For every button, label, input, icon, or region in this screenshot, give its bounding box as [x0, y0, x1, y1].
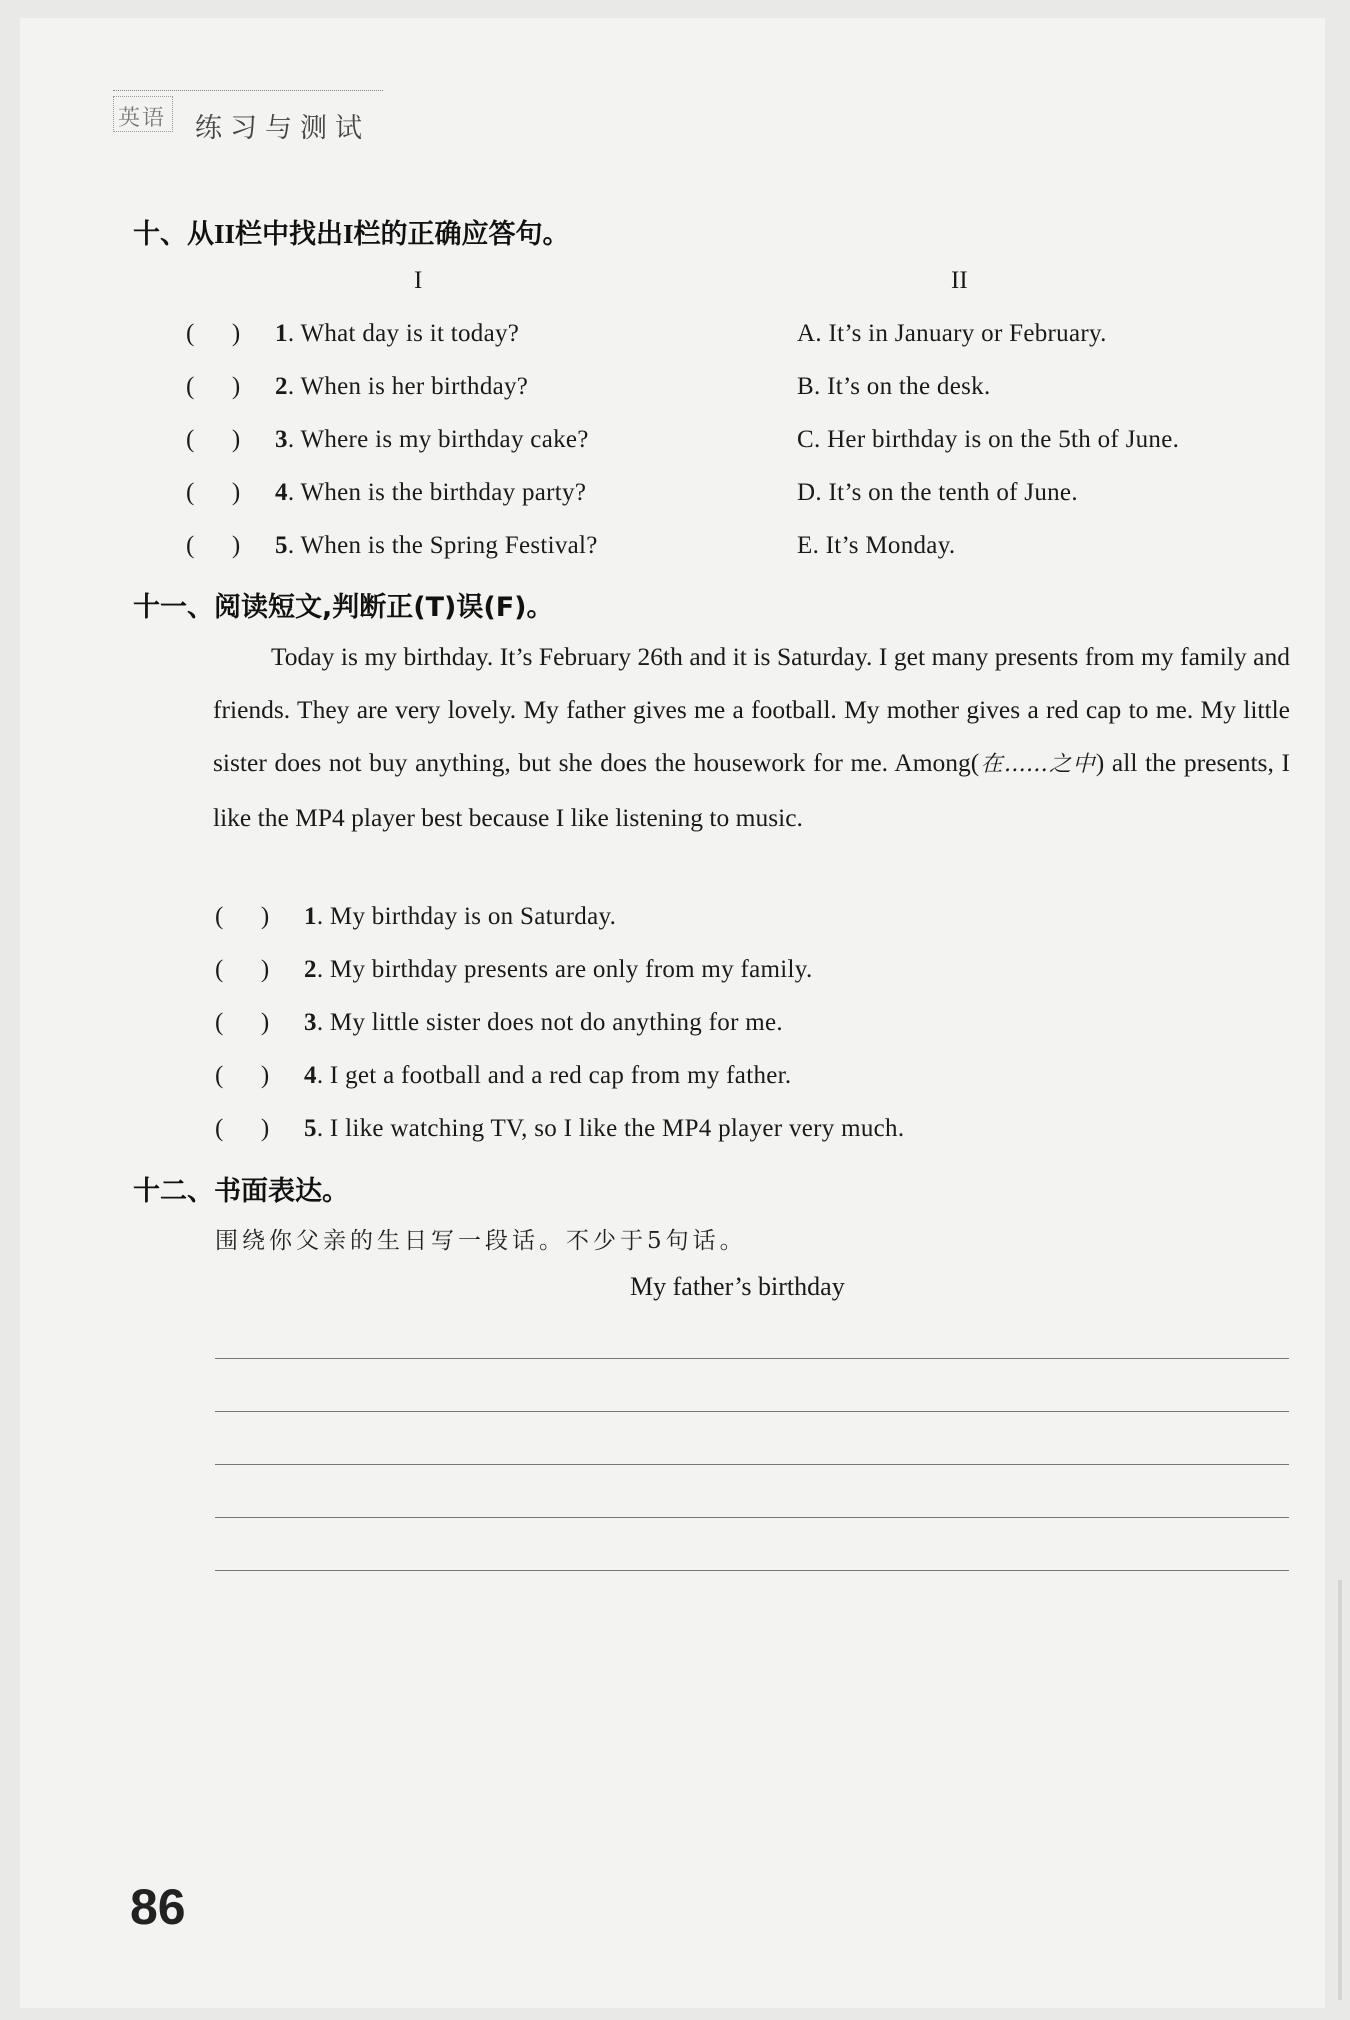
- answer-paren[interactable]: ( ): [186, 426, 241, 453]
- section-12-title: 十二、书面表达。: [133, 1176, 349, 1207]
- reading-passage: [213, 630, 1290, 844]
- section-10-title: [133, 212, 570, 251]
- statement-text: . I like watching TV, so I like the MP4 player very much.: [316, 1115, 905, 1142]
- answer-option: E. It’s Monday.: [797, 532, 956, 559]
- statement-number: 2: [304, 956, 317, 983]
- question-number: 1: [275, 320, 288, 347]
- page-edge-shadow: [1338, 1580, 1342, 2000]
- question-text: . When is the birthday party?: [287, 479, 587, 506]
- column-1-label: I: [414, 267, 423, 294]
- subject-label: 英语: [118, 106, 167, 131]
- question-text: . When is the Spring Festival?: [287, 532, 598, 559]
- statement-number: 4: [304, 1062, 317, 1089]
- statement-item: [304, 1115, 904, 1143]
- question-number: 3: [275, 426, 288, 453]
- writing-line[interactable]: [215, 1464, 1289, 1465]
- tf-paren[interactable]: ( ): [215, 1062, 270, 1089]
- answer-paren[interactable]: ( ): [186, 320, 241, 347]
- question-item: [275, 373, 528, 401]
- statement-item: [304, 903, 616, 931]
- answer-paren[interactable]: ( ): [186, 479, 241, 506]
- writing-line[interactable]: [215, 1517, 1289, 1518]
- statement-number: 3: [304, 1009, 317, 1036]
- question-item: [275, 532, 598, 560]
- statement-text: . My birthday presents are only from my family.: [316, 956, 813, 983]
- section-10-title-col2: II: [214, 219, 236, 249]
- answer-paren[interactable]: ( ): [186, 373, 241, 400]
- question-number: 2: [275, 373, 288, 400]
- question-number: 5: [275, 532, 288, 559]
- column-2-label: II: [951, 267, 968, 294]
- statement-item: [304, 1009, 783, 1037]
- header-dotted-rule: [113, 90, 383, 91]
- statement-text: . My birthday is on Saturday.: [316, 903, 617, 930]
- section-11-title: 十一、阅读短文,判断正(T)误(F)。: [133, 592, 554, 623]
- answer-option: D. It’s on the tenth of June.: [797, 479, 1078, 506]
- section-10-title-prefix: 十、从: [133, 219, 214, 250]
- book-title: 练习与测试: [195, 113, 370, 144]
- writing-title: My father’s birthday: [630, 1272, 845, 1301]
- tf-paren[interactable]: ( ): [215, 903, 270, 930]
- question-text: . Where is my birthday cake?: [287, 426, 589, 453]
- subject-box: [113, 96, 173, 132]
- statement-text: . I get a football and a red cap from my father.: [316, 1062, 792, 1089]
- tf-paren[interactable]: ( ): [215, 1009, 270, 1036]
- passage-text: Today is my birthday. It’s February 26th and it is Saturday. I get many presents from my family and friends. They are very lovely. My father gives me a football. My mother gives a red cap to me. My little sister does not buy anything, but she does the housework for me. Among(: [213, 642, 1290, 777]
- question-text: . What day is it today?: [287, 320, 520, 347]
- tf-paren[interactable]: ( ): [215, 956, 270, 983]
- question-item: [275, 426, 589, 454]
- tf-paren[interactable]: ( ): [215, 1115, 270, 1142]
- book-header: [113, 86, 383, 148]
- question-text: . When is her birthday?: [287, 373, 529, 400]
- question-item: [275, 479, 586, 507]
- statement-number: 1: [304, 903, 317, 930]
- writing-line[interactable]: [215, 1570, 1289, 1571]
- answer-paren[interactable]: ( ): [186, 532, 241, 559]
- statement-text: . My little sister does not do anything for me.: [316, 1009, 783, 1036]
- statement-item: [304, 1062, 791, 1090]
- statement-number: 5: [304, 1115, 317, 1142]
- page-number: 86: [130, 1879, 186, 1935]
- section-10-title-mid: 栏中找出: [235, 219, 344, 250]
- writing-instruction: 围绕你父亲的生日写一段话。不少于5句话。: [215, 1228, 747, 1254]
- writing-line[interactable]: [215, 1358, 1289, 1359]
- statement-item: [304, 956, 813, 984]
- answer-option: B. It’s on the desk.: [797, 373, 991, 400]
- section-10-title-suffix: 栏的正确应答句。: [353, 219, 570, 250]
- passage-gloss: 在……之中: [979, 752, 1096, 777]
- answer-option: C. Her birthday is on the 5th of June.: [797, 426, 1180, 453]
- writing-line[interactable]: [215, 1411, 1289, 1412]
- question-number: 4: [275, 479, 288, 506]
- question-item: [275, 320, 519, 348]
- section-10-title-col1: I: [343, 219, 354, 249]
- passage-text: ) all the presents, I like the MP4 player best because I like listening to music.: [213, 748, 1291, 832]
- answer-option: A. It’s in January or February.: [797, 320, 1107, 347]
